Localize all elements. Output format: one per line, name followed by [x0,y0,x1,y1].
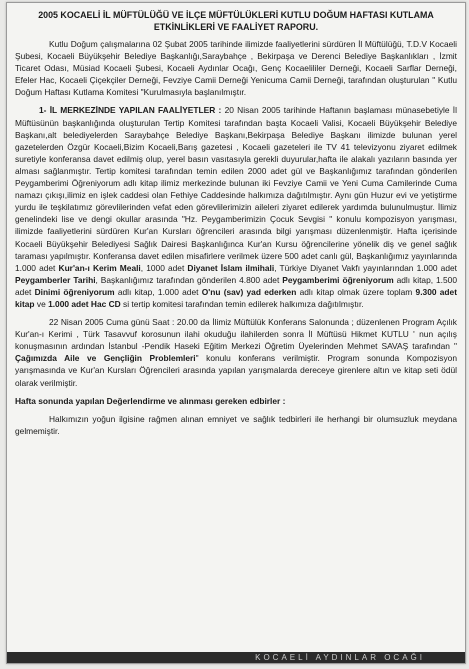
text-run: ve [34,298,49,309]
book-onu-yad-ederken: O'nu (sav) yad ederken [201,286,297,297]
document-content [15,9,457,437]
section1-heading: 1- İL MERKEZİNDE YAPILAN FAALİYETLER : [39,105,222,116]
text-run: " konulu konferans verilmiştir. Program sonunda Kompozisyon yarışmasında ve Kur'an Kursları Öğrencileri arasında yapılan yarışmalarda dereceye girenlere altın ve kitap seti ödül olarak verilmiştir. [15,353,457,388]
closing-paragraph: Halkımızın yoğun ilgisine rağmen alınan emniyet ve sağlık tedbirleri ile herhangi bir olumsuzluk meydana gelmemiştir. [15,413,457,436]
book-peygamberler-tarihi: Peygamberler Tarihi [15,274,96,285]
footer-band: KOCAELİ AYDINLAR OCAĞI [7,652,465,663]
text-run: , Türkiye Diyanet Vakfı yayınlarından 1.000 adet [274,262,457,273]
conference-paragraph [15,316,457,389]
section2-heading: Hafta sonunda yapılan Değerlendirme ve alınması gereken edbirler : [15,395,286,406]
book-peygamberimi-ogreniyorum: Peygamberimi öğreniyorum [282,274,394,285]
text-run: si tertip komitesi tarafından temin edilerek halkımıza dağıtılmıştır. [120,298,364,309]
text-run: , Başkanlığımız tarafından gönderilen 4.800 adet [95,274,283,285]
book-ilmihal: Diyanet İslam ilmihali [187,262,275,273]
text-run: , 1000 adet [140,262,188,273]
intro-paragraph: Kutlu Doğum çalışmalarına 02 Şubat 2005 tarihinde ilimizde faaliyetlerini sürdüren İl Müftülüğü, T.D.V Kocaeli Şubesi, Kocaeli Büyükşehir Belediye Başkanlığı,Saraybahçe , Bekirpaşa ve Derenci Belediye Başkanlıkları , İzmit Ticaret Odası, Müsiad Kocaeli Şubesi, Kocaeli Aydınlar Ocağı, Genç Kocaelililer Derneği, Kocaeli Sarflar Derneği, Efeler Hac, Kocaeli Çiçekçiler Derneği, Fevziye Camii Derneği Yenicuma Camii Derneği, tarafından oluşturulan " Kutlu Doğum Haftası Kutlama Komitesi "Kurulmasıyla başlanılmıştır. [15,39,457,98]
text-run: adlı kitap, 1.000 adet [114,286,202,297]
document-title: 2005 KOCAELİ İL MÜFTÜLÜĞÜ VE İLÇE MÜFTÜLÜKLERİ KUTLU DOĞUM HAFTASI KUTLAMA ETKİNLİKLERİ VE FAALİYET RAPORU. [38,10,434,32]
book-dinimi-ogreniyorum: Dinimi öğreniyorum [34,286,115,297]
document-page [6,2,466,664]
hac-cd: 1.000 adet Hac CD [48,298,121,309]
section1-text: 20 Nisan 2005 tarihinde Haftanın başlaması münasebetiyle İl Müftüsünün başkanlığında oluşturulan Tertip Komitesi tarafından başta Kocaeli Valisi, Kocaeli Büyükşehir Belediye Başkanı,alt belediyelerden Saraybahçe Belediye Başkanı,Bekirpaşa Belediye Başkanı ilimizde bulunan yerel gazetelerden Özgür Kocaeli,Bizim Kocaeli,Barış gazetesi , Kocaeli gazeteleri ile TV 41 televizyonu ziyaret edilmek suretiyle konferansa davet edilmiş olup, yerel basın vasıtasıyla gerekli duyurular,hafta ile alakalı yazıların basında yer alması sağlanmıştır. Tertip komitesi tarafından temin edilen 2000 adet gül ve Başkanlığımız tarafından gönderilen Peygamberimi Öğreniyorum adlı kitap ilimiz merkezinde bulunan iki Fevziye Camii ve Yeni Cuma Camilerinde Cuma namazı çıkışı,ilimiz en işlek caddesi olan Fethiye Caddesinde halkımıza dağıtılmıştır. Aynı gün Huzur evi ve yetiştirme yurdu ile teşkilatımız görevlilerinden vefat eden görevlilerimizin aileleri ziyaret edilerek yardımda bulunulmuştur. İlimiz genelindeki lise ve dengi okullar arasında "Hz. Peygamberimizin Çocuk Sevgisi " konulu kompozisyon yarışması, ilimizde faaliyetlerini sürdüren Kur'an Kursları öğrencileri arasında bilgi yarışması düzenlenmiştir. Hafta içerisinde Kocaeli Büyükşehir Belediyesi Sağlık Dairesi Başkanlığınca Kur'an Kursu öğrencilerine yönelik diş ve genel sağlık taraması yapılmıştır. Konferansa davet edilen misafirlere verilmek üzere 500 adet canlı gül, Başkanlığımız yayınlarında 1.000 adet [15,105,457,273]
book-meal: Kur'an-ı Kerim Meali [58,262,141,273]
conference-topic: Çağımızda Aile ve Gençliğin Problemleri [15,353,196,364]
text-run: 22 Nisan 2005 Cuma günü Saat : 20.00 da İlimiz Müftülük Konferans Salonunda ; düzenlenen Program Açılık Kur'an-ı Kerimi , Türk Tasavvuf korosunun ilahi okuduğu ilahilerden sonra İl Müftüsü Hikmet KUTLU ' nun açılış konuşmasının ardından İstanbul -Pendik Haseki Eğitim Merkezi Öğretim Üyelerinden Mehmet SAVAŞ tarafından " [15,317,457,352]
section1-paragraph [15,104,457,310]
text-run: adlı kitap, 1.500 adet [15,274,457,297]
text-run: adlı kitap olmak üzere toplam [296,286,416,297]
total-books: 9.300 adet kitap [15,286,457,309]
